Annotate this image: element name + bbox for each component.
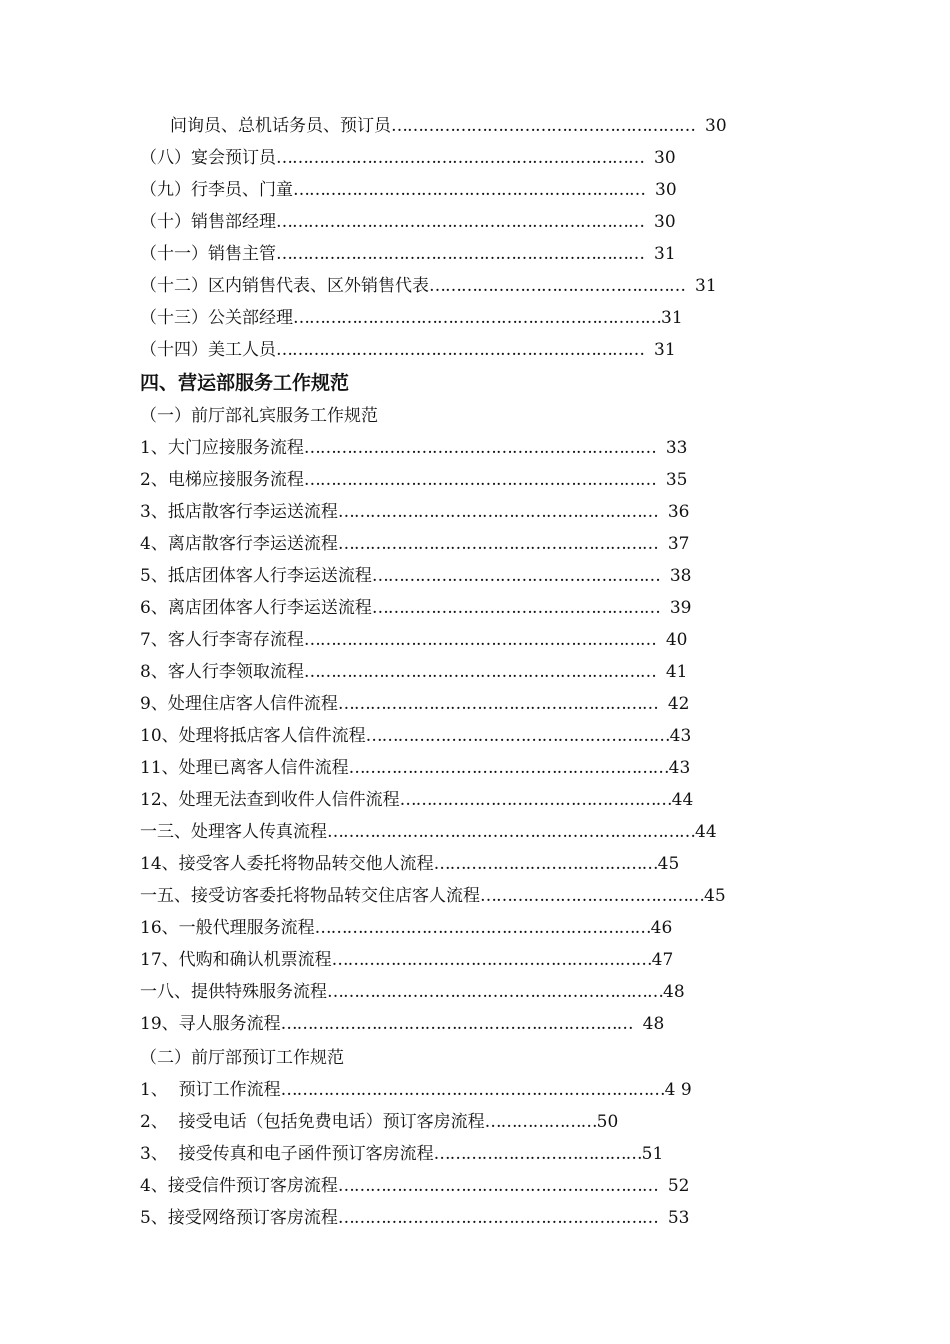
toc-leader-dots: ………………………………………………………… (303, 662, 656, 682)
toc-entry-title: 一八、提供特殊服务流程 (140, 982, 327, 1002)
toc-leader-dots: ……………………………………………………………… (280, 1080, 665, 1100)
toc-leader-dots: …………………………………… (433, 854, 658, 874)
toc-leader-dots: …………………………………………………………… (327, 822, 695, 842)
toc-entry-title: 一三、处理客人传真流程 (140, 822, 327, 842)
toc-leader-dots: ………………………………………………………… (303, 630, 656, 650)
subsection-heading[interactable]: （二）前厅部预订工作规范 (140, 1048, 344, 1068)
toc-entry[interactable] (140, 211, 676, 233)
toc-entry-title: 4、接受信件预订客房流程 (140, 1176, 338, 1196)
toc-entry-page: 48 (642, 1014, 665, 1034)
toc-entry[interactable] (140, 853, 679, 875)
toc-leader-dots: …………………………………………………… (348, 758, 669, 778)
toc-entry-page: 31 (661, 308, 683, 328)
toc-entry-title: （十二）区内销售代表、区外销售代表 (140, 276, 429, 296)
toc-entry-page: 30 (655, 180, 677, 200)
toc-entry-title: 5、抵店团体客人行李运送流程 (140, 566, 372, 586)
toc-entry[interactable] (140, 339, 676, 361)
toc-entry[interactable] (140, 275, 717, 297)
toc-entry-page: 42 (667, 694, 690, 714)
toc-entry-title: 6、离店团体客人行李运送流程 (140, 598, 372, 618)
toc-leader-dots: …………………………………………………… (337, 1176, 658, 1196)
toc-entry-page: 47 (651, 950, 674, 970)
subsection-heading[interactable]: （一）前厅部礼宾服务工作规范 (140, 406, 378, 426)
toc-entry-title: 14、接受客人委托将物品转交他人流程 (140, 854, 434, 874)
toc-entry-page: 45 (704, 886, 726, 906)
toc-entry-title: 19、寻人服务流程 (140, 1014, 281, 1034)
toc-leader-dots: …………………………………………………… (337, 694, 658, 714)
toc-leader-dots: ……………………………………………… (371, 598, 660, 618)
toc-entry-page: 48 (663, 982, 685, 1002)
toc-entry[interactable] (140, 917, 672, 939)
toc-leader-dots: …………………………………… (480, 886, 704, 906)
toc-entry-title: 3、 接受传真和电子函件预订客房流程 (140, 1144, 434, 1164)
toc-entry[interactable] (140, 661, 687, 683)
toc-entry-title: 12、处理无法查到收件人信件流程 (140, 790, 400, 810)
toc-entry-page: 40 (665, 630, 688, 650)
toc-leader-dots: ………………………………………………………… (280, 1014, 633, 1034)
toc-leader-dots: …………………………………………………… (337, 502, 658, 522)
toc-entry[interactable] (140, 501, 689, 523)
toc-leader-dots: …………………………………………………………… (293, 308, 661, 328)
toc-entry-page: 30 (654, 148, 676, 168)
toc-entry[interactable] (140, 949, 673, 971)
toc-entry-title: （八）宴会预订员 (140, 148, 276, 168)
toc-entry-title: 一五、接受访客委托将物品转交住店客人流程 (140, 886, 480, 906)
toc-entry-page: 44 (695, 822, 717, 842)
toc-entry-title: 9、处理住店客人信件流程 (140, 694, 338, 714)
toc-leader-dots: ………………………………… (433, 1144, 642, 1164)
toc-entry[interactable] (140, 981, 685, 1003)
toc-entry[interactable] (140, 437, 687, 459)
toc-entry-page: 31 (654, 340, 676, 360)
toc-entry[interactable] (140, 469, 687, 491)
toc-entry-page: 39 (669, 598, 692, 618)
toc-leader-dots: ………………………………………………………… (293, 180, 645, 200)
toc-entry-page: 43 (669, 726, 692, 746)
toc-entry-page: 31 (695, 276, 717, 296)
toc-entry-page: 44 (671, 790, 694, 810)
toc-entry[interactable] (140, 533, 689, 555)
toc-leader-dots: …………………………………………………………… (276, 212, 644, 232)
toc-entry-title: 10、处理将抵店客人信件流程 (140, 726, 366, 746)
toc-leader-dots: …………………………………………………………… (276, 148, 644, 168)
toc-entry-page: 30 (654, 212, 676, 232)
toc-leader-dots: ………………………………………………………… (303, 470, 656, 490)
toc-entry-title: （九）行李员、门童 (140, 180, 293, 200)
toc-entry[interactable] (140, 821, 717, 843)
toc-leader-dots: ……………………………………………………… (314, 918, 651, 938)
toc-entry-page: 45 (657, 854, 680, 874)
toc-entry-page: 46 (650, 918, 673, 938)
toc-leader-dots: ………………………………………………… (391, 116, 695, 136)
toc-leader-dots: ………………………………………………… (365, 726, 670, 746)
toc-entry[interactable] (140, 307, 683, 329)
toc-entry-page: 35 (665, 470, 688, 490)
toc-entry-title: 11、处理已离客人信件流程 (140, 758, 349, 778)
toc-entry[interactable] (140, 179, 677, 201)
toc-entry[interactable] (140, 1079, 692, 1101)
toc-entry[interactable] (140, 1111, 618, 1133)
toc-entry-page: 4 9 (664, 1080, 692, 1100)
toc-entry-title: 17、代购和确认机票流程 (140, 950, 332, 970)
toc-entry-page: 30 (705, 116, 727, 136)
toc-entry[interactable] (140, 885, 726, 907)
toc-entry-page: 41 (665, 662, 688, 682)
toc-entry-page: 50 (596, 1112, 619, 1132)
toc-leader-dots: ………………………………………………………… (303, 438, 656, 458)
toc-entry[interactable] (140, 1175, 689, 1197)
toc-entry[interactable] (140, 789, 693, 811)
toc-entry[interactable] (140, 147, 676, 169)
toc-leader-dots: ……………………………………………………… (327, 982, 663, 1002)
toc-entry-page: 36 (667, 502, 690, 522)
toc-entry[interactable] (140, 597, 691, 619)
toc-entry-title: 4、离店散客行李运送流程 (140, 534, 338, 554)
toc-leader-dots: …………………………………………………… (331, 950, 652, 970)
toc-leader-dots: ……………………………………………… (371, 566, 660, 586)
toc-entry[interactable] (140, 243, 676, 265)
toc-leader-dots: …………………………………………………………… (276, 340, 644, 360)
toc-entry[interactable] (140, 757, 690, 779)
section-heading[interactable]: 四、营运部服务工作规范 (140, 372, 350, 394)
toc-leader-dots: …………………………………………………………… (276, 244, 644, 264)
toc-entry[interactable] (140, 1013, 664, 1035)
toc-leader-dots: ………………… (484, 1112, 597, 1132)
toc-entry-page: 52 (667, 1176, 690, 1196)
toc-entry-page: 31 (654, 244, 676, 264)
toc-entry-title: 3、抵店散客行李运送流程 (140, 502, 338, 522)
toc-entry-title: 1、大门应接服务流程 (140, 438, 304, 458)
toc-entry-title: 5、接受网络预订客房流程 (140, 1208, 338, 1228)
toc-leader-dots: …………………………………………………… (337, 1208, 658, 1228)
toc-entry-page: 53 (667, 1208, 690, 1228)
toc-entry[interactable] (140, 1207, 689, 1229)
toc-entry-page: 43 (668, 758, 691, 778)
toc-entry-page: 33 (665, 438, 688, 458)
toc-entry-title: （十三）公关部经理 (140, 308, 293, 328)
toc-entry-page: 38 (669, 566, 692, 586)
toc-entry-page: 37 (667, 534, 690, 554)
toc-entry-title: 1、 预订工作流程 (140, 1080, 281, 1100)
toc-entry-title: 7、客人行李寄存流程 (140, 630, 304, 650)
toc-entry-title: 2、 接受电话（包括免费电话）预订客房流程 (140, 1112, 485, 1132)
toc-entry[interactable] (170, 115, 727, 137)
toc-entry-title: （十一）销售主管 (140, 244, 276, 264)
toc-entry-title: 2、电梯应接服务流程 (140, 470, 304, 490)
toc-entry-title: 16、一般代理服务流程 (140, 918, 315, 938)
toc-entry-title: 8、客人行李领取流程 (140, 662, 304, 682)
toc-leader-dots: …………………………………………………… (337, 534, 658, 554)
toc-leader-dots: …………………………………………… (399, 790, 672, 810)
toc-entry-title: （十四）美工人员 (140, 340, 276, 360)
toc-entry[interactable] (140, 629, 687, 651)
toc-entry-title: 问询员、总机话务员、预订员 (170, 116, 391, 136)
toc-entry-title: （十）销售部经理 (140, 212, 276, 232)
toc-entry[interactable] (140, 693, 689, 715)
toc-entry[interactable] (140, 1143, 663, 1165)
toc-entry[interactable] (140, 565, 691, 587)
toc-entry-page: 51 (641, 1144, 664, 1164)
toc-leader-dots: ………………………………………… (429, 276, 685, 296)
toc-entry[interactable] (140, 725, 691, 747)
